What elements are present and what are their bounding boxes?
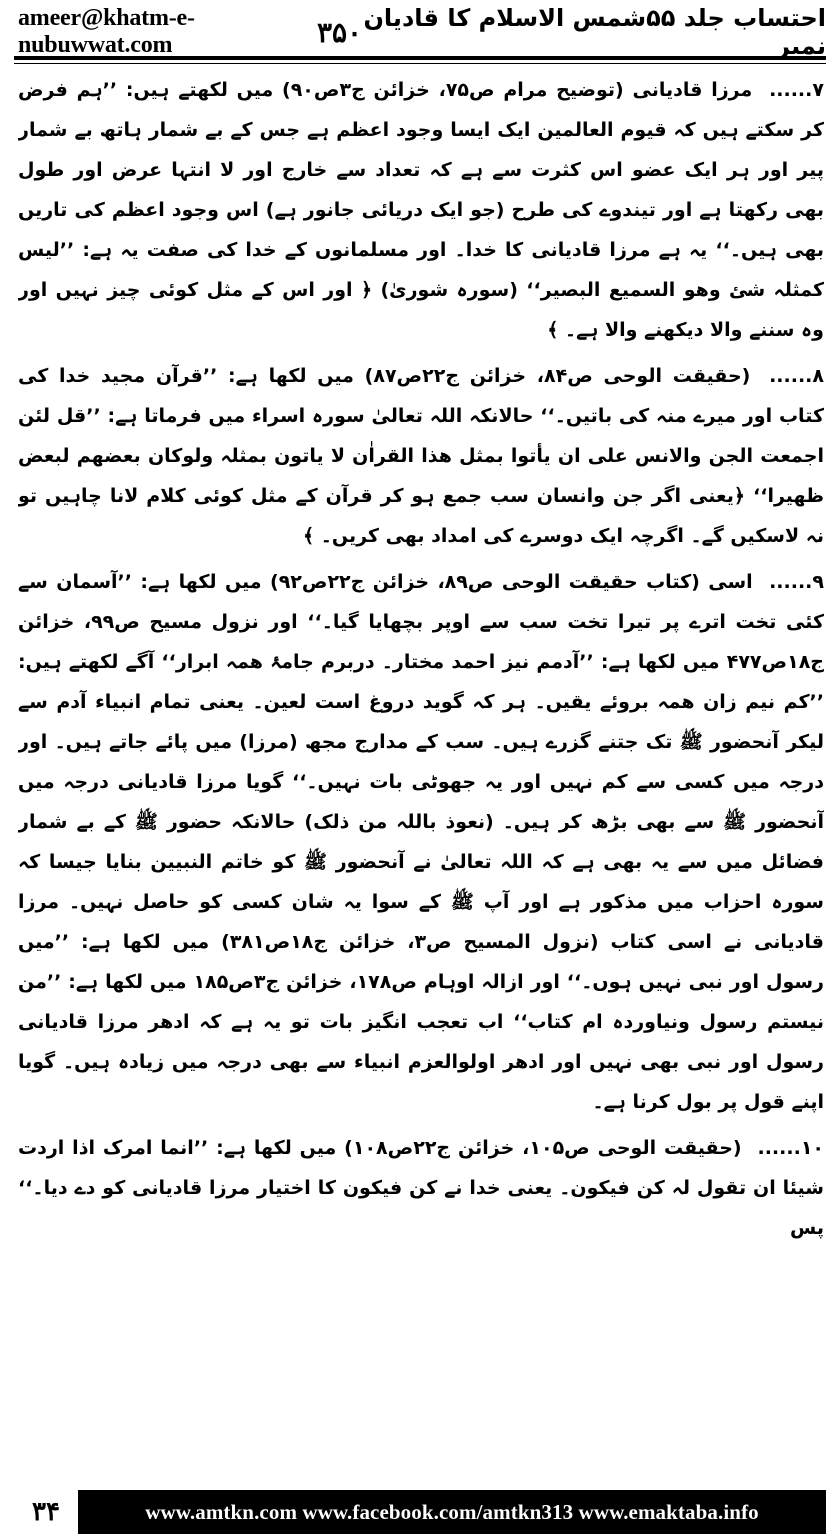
paragraph-number: ۹......	[769, 571, 824, 593]
paragraph-text: اسی (کتاب حقیقت الوحی ص۸۹، خزائن ج۲۲ص۹۲) میں لکھا ہے: ’’آسمان سے کئی تخت اترے پر تیرا تخت سب سے اوپر بچھایا گیا۔‘‘ اور نزول مسیح ص۹۹، خزائن ج۱۸ص۴۷۷ میں لکھا ہے: ’’آدمم نیز احمد مختار۔ دربرم جامۂ ھمہ ابرار‘‘ آگے لکھتے ہیں: ’’کم نیم زان ھمہ بروئے یقیں۔ ہر کہ گوید دروغ است لعین۔ یعنی تمام انبیاء آدم سے لیکر آنحضور ﷺ تک جتنے گزرے ہیں۔ سب کے مدارج مجھ (مرزا) میں پائے جاتے ہیں۔ اور درجہ میں کسی سے کم نہیں اور یہ جھوٹی بات نہیں۔‘‘ گویا مرزا قادیانی درجہ میں آنحضور ﷺ سے بھی بڑھ کر ہیں۔ (نعوذ باللہ من ذلک) حالانکہ حضور ﷺ کے بے شمار فضائل میں سے یہ بھی ہے کہ اللہ تعالیٰ نے آنحضور ﷺ کو خاتم النبیین بنایا جیسا کہ سورہ احزاب میں مذکور ہے اور آپ ﷺ کے سوا یہ شان کسی کو حاصل نہیں۔ مرزا قادیانی نے اسی کتاب (نزول المسیح ص۳، خزائن ج۱۸ص۳۸۱) میں لکھا ہے: ’’میں رسول اور نبی نہیں ہوں۔‘‘ اور ازالہ اوہام ص۱۷۸، خزائن ج۳ص۱۸۵ میں لکھا ہے: ’’من نیستم رسول ونیاوردہ ام کتاب‘‘ اب تعجب انگیز بات تو یہ ہے کہ ادھر مرزا قادیانی رسول اور نبی بھی نہیں اور ادھر اولوالعزم انبیاء سے بھی درجہ میں زیادہ ہیں۔ گویا اپنے قول پر بول کرنا ہے۔	[18, 571, 824, 1113]
paragraph-number: ۸......	[769, 365, 824, 387]
header-title: احتساب جلد ۵۵شمس الاسلام کا قادیان نمبر	[363, 4, 826, 60]
header-left	[18, 5, 362, 59]
paragraph-10	[18, 1128, 824, 1248]
page-header	[18, 4, 826, 60]
paragraph-text: مرزا قادیانی (توضیح مرام ص۷۵، خزائن ج۳ص۹۰) میں لکھتے ہیں: ’’ہم فرض کر سکتے ہیں کہ قیوم العالمین ایک ایسا وجود اعظم ہے جس کے بے شمار ہاتھ بے شمار پیر اور ہر ایک عضو اس کثرت سے ہے کہ تعداد سے خارج اور لا انتہا عرض اور طول بھی رکھتا ہے اور تیندوے کی طرح (جو ایک دریائی جانور ہے) اس وجود اعظم کی تاریں بھی ہیں۔‘‘ یہ ہے مرزا قادیانی کا خدا۔ اور مسلمانوں کے خدا کی صفت یہ ہے: ’’لیس کمثلہ شئ وھو السمیع البصیر‘‘ (سورہ شوریٰ) ﴿ اور اس کے مثل کوئی چیز نہیں اور وہ سننے والا دیکھنے والا ہے۔ ﴾	[18, 79, 824, 341]
page-footer	[14, 1490, 826, 1534]
header-email: ameer@khatm-e-nubuwwat.com	[18, 5, 195, 58]
paragraph-number: ۱۰......	[757, 1137, 824, 1159]
header-rule-thin	[14, 63, 826, 64]
paragraph-text: (حقیقت الوحی ص۸۴، خزائن ج۲۲ص۸۷) میں لکھا ہے: ’’قرآن مجید خدا کی کتاب اور میرے منہ کی باتیں۔‘‘ حالانکہ اللہ تعالیٰ سورہ اسراء میں فرماتا ہے: ’’قل لئن اجمعت الجن والانس علی ان یأتوا بمثل ھذا القراٰن لا یاتون بمثلہ ولوکان بعضھم لبعض ظھیرا‘‘ ﴿یعنی اگر جن وانسان سب جمع ہو کر قرآن کے مثل کوئی کلام لانا چاہیں تو نہ لاسکیں گے۔ اگرچہ ایک دوسرے کی امداد بھی کریں۔ ﴾	[18, 365, 824, 547]
header-rule-thick	[14, 56, 826, 60]
page-body	[18, 70, 824, 1442]
footer-page-number: ۳۴	[14, 1490, 78, 1534]
paragraph-text: (حقیقت الوحی ص۱۰۵، خزائن ج۲۲ص۱۰۸) میں لکھا ہے: ’’انما امرک اذا اردت شیئا ان تقول لہ کن فیکون۔ یعنی خدا نے کن فیکون کا اختیار مرزا قادیانی کو دے دیا۔‘‘ پس	[18, 1137, 824, 1239]
paragraph-7	[18, 70, 824, 350]
header-page-number: ۳۵۰	[316, 15, 363, 49]
paragraph-9	[18, 562, 824, 1122]
paragraph-number: ۷......	[769, 79, 824, 101]
footer-links[interactable]: www.amtkn.com www.facebook.com/amtkn313 www.emaktaba.info	[78, 1490, 826, 1534]
paragraph-8	[18, 356, 824, 556]
